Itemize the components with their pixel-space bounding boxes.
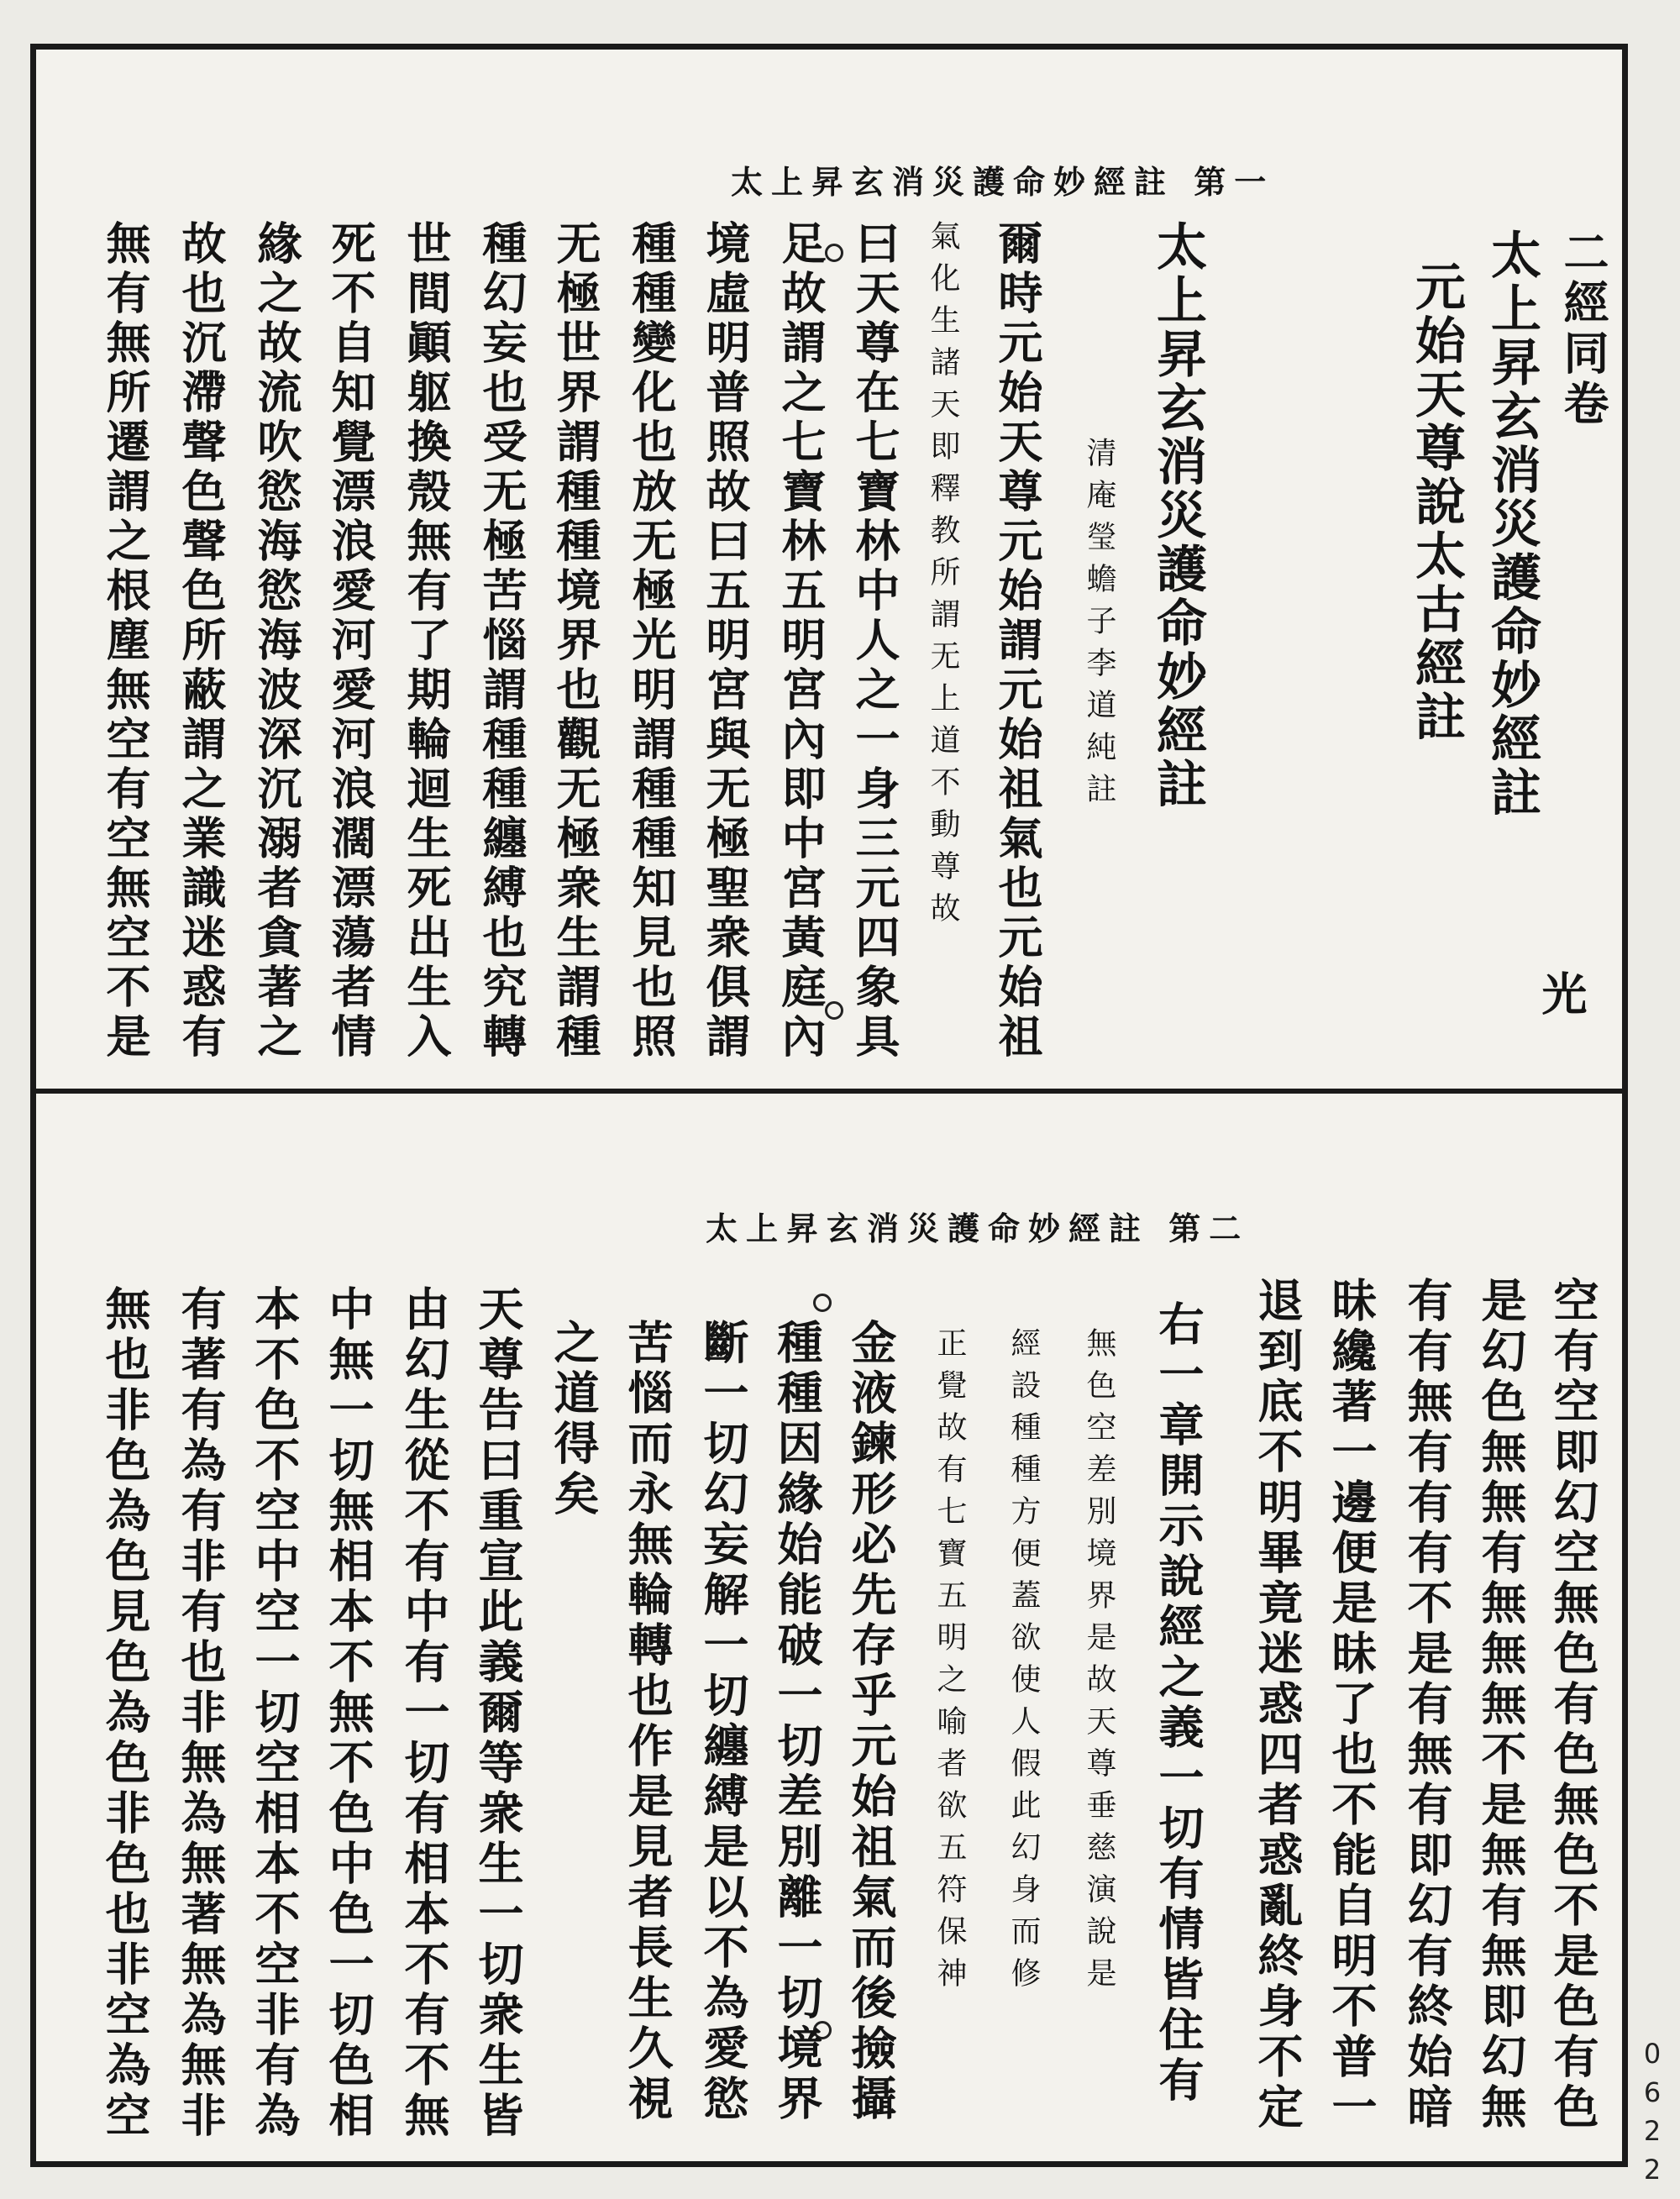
text-column: 太上昇玄消災護命妙經註	[1483, 228, 1541, 820]
text-column: 中無一切無相本不無不色中色一切色相	[322, 1285, 375, 2142]
text-column: 金液鍊形必先存乎元始祖氣而後撿攝	[844, 1319, 898, 2125]
text-column: 種幻妄也受无極苦惱謂種種纏縛也究轉	[475, 220, 528, 1063]
text-column: 之道得矣	[547, 1319, 601, 1520]
text-column: 有著有為有非有也非無為無著無為無非	[174, 1285, 228, 2142]
text-column: 無有無所遷謂之根塵無空有空無空不是	[99, 220, 151, 1063]
bottom-header: 太上昇玄消災護命妙經註 第二	[706, 1210, 1250, 1247]
text-column: 苦惱而永無輪轉也作是見者長生久視	[621, 1319, 675, 2125]
text-column: 曰天尊在七寶林中人之一身三元四象具	[848, 220, 900, 1063]
text-column: 有有無有有有不是有無有即幻有終始暗	[1400, 1277, 1454, 2133]
text-column: 爾時元始天尊元始謂元始祖氣也元始祖	[991, 220, 1043, 1063]
circle-mark	[813, 1294, 832, 1312]
circle-mark	[825, 244, 843, 262]
text-column: 無也非色為色見色為色非色也非空為空	[98, 1285, 152, 2142]
text-column: 足故謂之七寶林五明宮內即中宮黃庭內	[774, 220, 827, 1063]
text-column: 由幻生從不有中有一切有相本不有不無	[397, 1285, 451, 2142]
text-column: 是幻色無無有無無無不是無有無即幻無	[1474, 1277, 1528, 2133]
text-column: 種種因緣始能破一切差別離一切境界	[770, 1319, 824, 2125]
page-number: 0622	[1643, 2038, 1662, 2186]
text-column: 无極世界謂種種境界也觀无極衆生謂種	[549, 220, 601, 1063]
text-column: 右一章開示說經之義一切有情皆住有	[1152, 1300, 1205, 2107]
circle-mark	[825, 1001, 843, 1020]
text-column: 氣化生諸天即釋教所謂无上道不動尊故	[926, 220, 960, 934]
text-column: 種種變化也放无極光明謂種種知見也照	[625, 220, 677, 1063]
text-column: 清庵瑩蟾子李道純註	[1082, 437, 1116, 815]
text-column: 元始天尊說太古經註	[1407, 260, 1466, 744]
text-column: 退到底不明畢竟迷惑四者惑亂終身不定	[1251, 1277, 1305, 2133]
text-column: 斷一切幻妄解一切纏縛是以不為愛慾	[696, 1319, 750, 2125]
text-column: 無色空差別境界是故天尊垂慈演說是	[1082, 1327, 1116, 1999]
text-column: 天尊告曰重宣此義爾等衆生一切衆生皆	[471, 1285, 525, 2142]
text-column: 世間顚躯換殼無有了期輪迴生死出生入	[400, 220, 452, 1063]
text-column: 經設種種方便蓋欲使人假此幻身而修	[1006, 1327, 1041, 1999]
text-column: 境虛明普照故曰五明宮與无極聖衆俱謂	[699, 220, 751, 1063]
text-column: 正覺故有七寶五明之喻者欲五符保神	[932, 1327, 967, 1999]
top-header: 太上昇玄消災護命妙經註 第一	[731, 163, 1275, 201]
text-column: 故也沉滯聲色聲色所蔽謂之業識迷惑有	[175, 220, 227, 1063]
text-column: 昧纔著一邊便是昧了也不能自明不普一	[1325, 1277, 1378, 2133]
text-column: 光	[1535, 970, 1588, 1021]
text-column: 空有空即幻空無色有色無色不是色有色	[1546, 1277, 1600, 2133]
page-divider	[30, 1089, 1628, 1094]
text-column: 本不色不空中空一切空相本不空非有為	[248, 1285, 302, 2142]
text-column: 太上昇玄消災護命妙經註	[1148, 220, 1207, 811]
text-column: 死不自知覺漂浪愛河愛河浪濶漂蕩者情	[324, 220, 376, 1063]
text-column: 緣之故流吹慾海慾海波深沉溺者貪著之	[250, 220, 302, 1063]
text-column: 二經同卷	[1557, 228, 1610, 430]
